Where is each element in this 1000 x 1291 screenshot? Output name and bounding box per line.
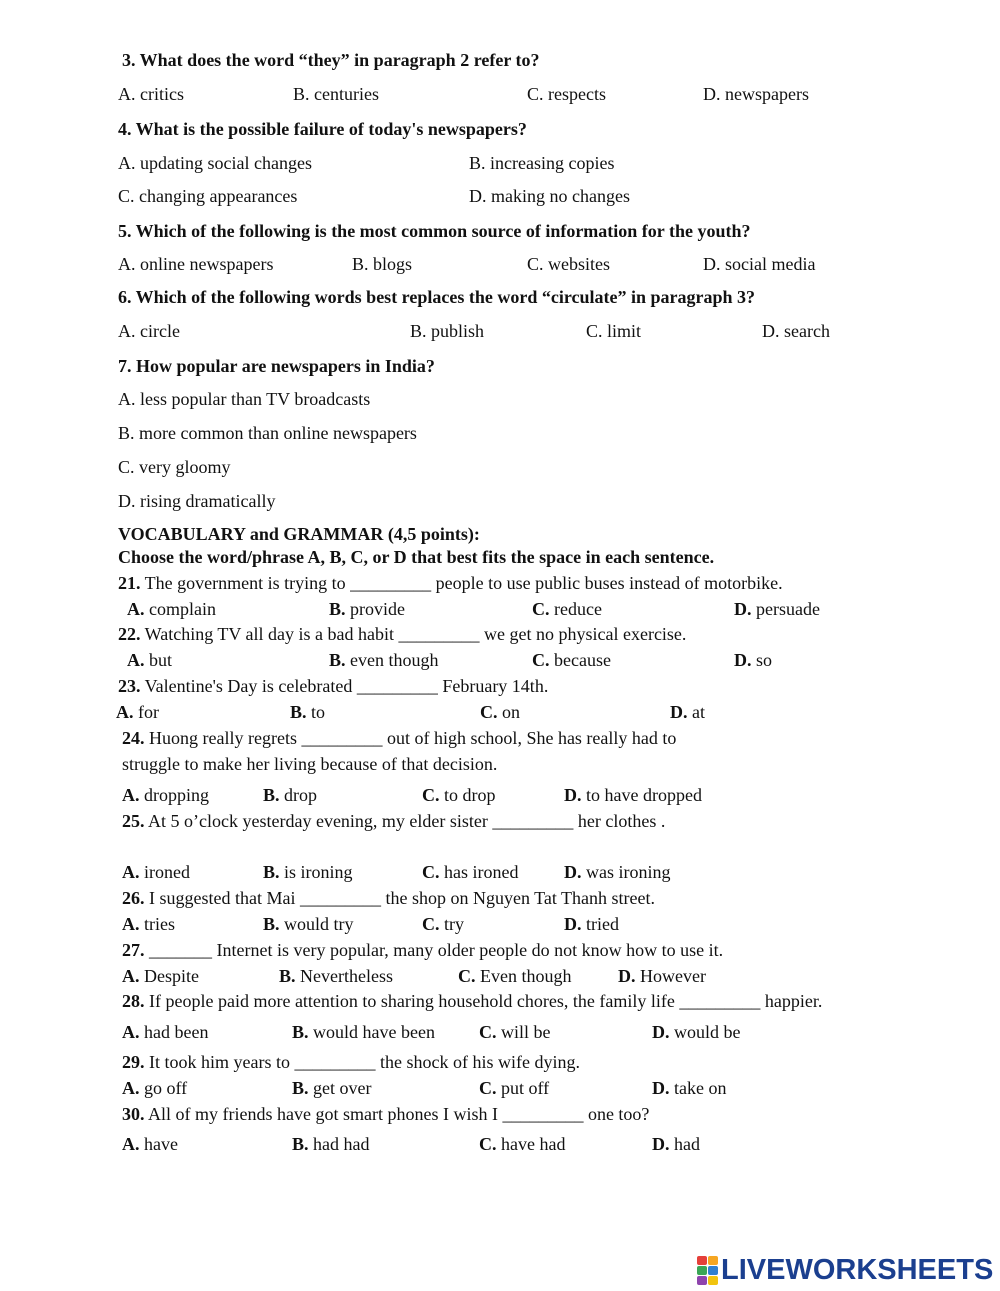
q3-option-b[interactable]: B. centuries	[293, 84, 379, 104]
q27-option-b[interactable]: B. Nevertheless	[279, 966, 393, 986]
q21-option-a[interactable]: A. complain	[127, 599, 216, 619]
q4-option-a[interactable]: A. updating social changes	[118, 153, 312, 173]
question-text: It took him years to _________ the shock of his wife dying.	[144, 1052, 580, 1072]
question-number: 30.	[122, 1104, 145, 1124]
q26-option-d[interactable]: D. tried	[564, 914, 619, 934]
question-text: What does the word “they” in paragraph 2 refer to?	[135, 50, 540, 70]
q22-option-c[interactable]: C. because	[532, 650, 611, 670]
question-text: The government is trying to _________ people to use public buses instead of motorbike.	[140, 573, 783, 593]
q21-option-c[interactable]: C. reduce	[532, 599, 602, 619]
question-text: Huong really regrets _________ out of high school, She has really had to	[144, 728, 677, 748]
q30-option-d[interactable]: D. had	[652, 1134, 700, 1154]
q22-option-a[interactable]: A. but	[127, 650, 173, 670]
question-number: 25.	[122, 811, 145, 831]
q28-option-a[interactable]: A. had been	[122, 1022, 209, 1042]
question-number: 23.	[118, 676, 141, 696]
q29-option-a[interactable]: A. go off	[122, 1078, 188, 1098]
q29-option-b[interactable]: B. get over	[292, 1078, 372, 1098]
q4-option-d[interactable]: D. making no changes	[469, 186, 630, 206]
question-3	[122, 49, 540, 71]
q25-option-d[interactable]: D. was ironing	[564, 862, 671, 882]
question-number: 26.	[122, 888, 145, 908]
question-text: All of my friends have got smart phones I wish I _________ one too?	[144, 1104, 650, 1124]
liveworksheets-logo[interactable]	[697, 1255, 993, 1285]
q7-option-b[interactable]: B. more common than online newspapers	[118, 423, 417, 443]
q23-option-a[interactable]: A. for	[116, 702, 159, 722]
q26-option-a[interactable]: A. tries	[122, 914, 175, 934]
q7-option-d[interactable]: D. rising dramatically	[118, 491, 276, 511]
q29-option-d[interactable]: D. take on	[652, 1078, 727, 1098]
question-number: 4.	[118, 119, 132, 139]
q28-option-b[interactable]: B. would have been	[292, 1022, 435, 1042]
question-number: 28.	[122, 991, 145, 1011]
question-text: Which of the following is the most common source of information for the youth?	[131, 221, 751, 241]
q24-option-d[interactable]: D. to have dropped	[564, 785, 702, 805]
q6-option-d[interactable]: D. search	[762, 321, 830, 341]
question-text: _______ Internet is very popular, many older people do not know how to use it.	[144, 940, 724, 960]
question-text: If people paid more attention to sharing household chores, the family life _________ happier.	[144, 991, 823, 1011]
question-number: 6.	[118, 287, 132, 307]
q22-option-d[interactable]: D. so	[734, 650, 773, 670]
section-instruction: Choose the word/phrase A, B, C, or D that best fits the space in each sentence.	[118, 547, 715, 567]
question-number: 29.	[122, 1052, 145, 1072]
question-text: Watching TV all day is a bad habit _________ we get no physical exercise.	[140, 624, 687, 644]
question-6	[118, 286, 755, 308]
logo-block	[708, 1256, 718, 1265]
question-text: I suggested that Mai _________ the shop on Nguyen Tat Thanh street.	[144, 888, 655, 908]
question-number: 21.	[118, 573, 141, 593]
question-28	[122, 990, 822, 1012]
q5-option-d[interactable]: D. social media	[703, 254, 816, 274]
question-7	[118, 355, 435, 377]
question-24	[122, 727, 676, 749]
q26-option-c[interactable]: C. try	[422, 914, 464, 934]
question-number: 3.	[122, 50, 136, 70]
question-29	[122, 1051, 580, 1073]
question-25	[122, 810, 665, 832]
q25-option-b[interactable]: B. is ironing	[263, 862, 353, 882]
q5-option-c[interactable]: C. websites	[527, 254, 610, 274]
question-23	[118, 675, 548, 697]
q5-option-b[interactable]: B. blogs	[352, 254, 413, 274]
logo-block	[708, 1266, 718, 1275]
question-number: 5.	[118, 221, 132, 241]
question-30	[122, 1103, 649, 1125]
logo-block	[708, 1276, 718, 1285]
q23-option-b[interactable]: B. to	[290, 702, 326, 722]
question-text: What is the possible failure of today's newspapers?	[131, 119, 527, 139]
q22-option-b[interactable]: B. even though	[329, 650, 439, 670]
question-number: 24.	[122, 728, 145, 748]
question-4	[118, 118, 527, 140]
q7-option-a[interactable]: A. less popular than TV broadcasts	[118, 389, 371, 409]
q21-option-b[interactable]: B. provide	[329, 599, 405, 619]
q6-option-b[interactable]: B. publish	[410, 321, 485, 341]
q23-option-c[interactable]: C. on	[480, 702, 520, 722]
question-number: 27.	[122, 940, 145, 960]
q24-option-a[interactable]: A. dropping	[122, 785, 209, 805]
q30-option-c[interactable]: C. have had	[479, 1134, 566, 1154]
q30-option-b[interactable]: B. had had	[292, 1134, 370, 1154]
q27-option-a[interactable]: A. Despite	[122, 966, 199, 986]
q23-option-d[interactable]: D. at	[670, 702, 705, 722]
q25-option-c[interactable]: C. has ironed	[422, 862, 519, 882]
q24-option-c[interactable]: C. to drop	[422, 785, 496, 805]
q4-option-b[interactable]: B. increasing copies	[469, 153, 615, 173]
q3-option-a[interactable]: A. critics	[118, 84, 184, 104]
question-text: Valentine's Day is celebrated _________ February 14th.	[140, 676, 549, 696]
q24-option-b[interactable]: B. drop	[263, 785, 318, 805]
logo-block	[697, 1276, 707, 1285]
q7-option-c[interactable]: C. very gloomy	[118, 457, 231, 477]
q27-option-c[interactable]: C. Even though	[458, 966, 572, 986]
q29-option-c[interactable]: C. put off	[479, 1078, 550, 1098]
question-24-continued: struggle to make her living because of that decision.	[122, 754, 498, 774]
question-text: How popular are newspapers in India?	[131, 356, 435, 376]
q30-option-a[interactable]: A. have	[122, 1134, 178, 1154]
question-number: 7.	[118, 356, 132, 376]
question-number: 22.	[118, 624, 141, 644]
q28-option-d[interactable]: D. would be	[652, 1022, 741, 1042]
q6-option-c[interactable]: C. limit	[586, 321, 642, 341]
question-27	[122, 939, 723, 961]
question-21	[118, 572, 783, 594]
logo-text: LIVEWORKSHEETS	[721, 1253, 994, 1286]
question-22	[118, 623, 686, 645]
section-title: VOCABULARY and GRAMMAR (4,5 points):	[118, 524, 480, 544]
q4-option-c[interactable]: C. changing appearances	[118, 186, 298, 206]
q26-option-b[interactable]: B. would try	[263, 914, 354, 934]
question-26	[122, 887, 655, 909]
q28-option-c[interactable]: C. will be	[479, 1022, 551, 1042]
logo-block	[697, 1256, 707, 1265]
q21-option-d[interactable]: D. persuade	[734, 599, 820, 619]
q27-option-d[interactable]: D. However	[618, 966, 706, 986]
question-text: At 5 o’clock yesterday evening, my elder sister _________ her clothes .	[144, 811, 666, 831]
q5-option-a[interactable]: A. online newspapers	[118, 254, 274, 274]
liveworksheets-logo-icon	[697, 1256, 718, 1285]
question-5	[118, 220, 750, 242]
q3-option-d[interactable]: D. newspapers	[703, 84, 809, 104]
logo-block	[697, 1266, 707, 1275]
q6-option-a[interactable]: A. circle	[118, 321, 180, 341]
q3-option-c[interactable]: C. respects	[527, 84, 606, 104]
question-text: Which of the following words best replaces the word “circulate” in paragraph 3?	[131, 287, 755, 307]
q25-option-a[interactable]: A. ironed	[122, 862, 190, 882]
